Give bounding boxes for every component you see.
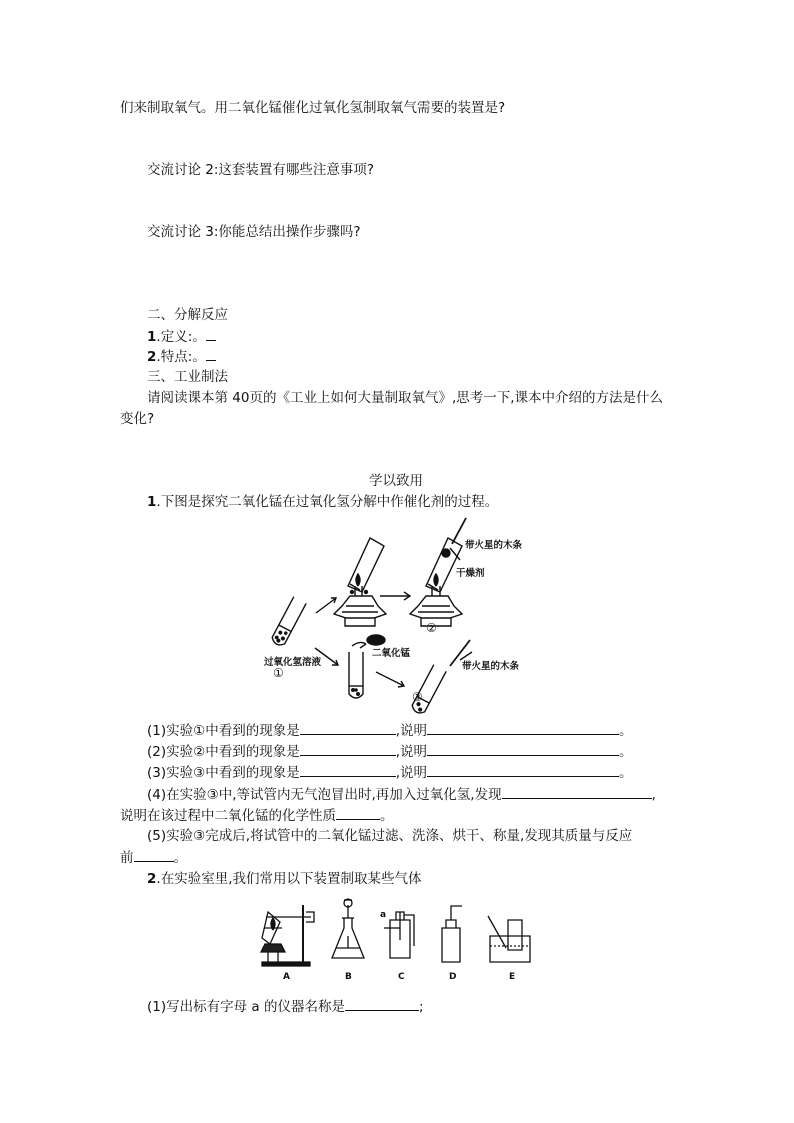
q1-part4-comma: , <box>651 787 656 803</box>
q1-part3-end: 。 <box>619 765 633 781</box>
q1-part3-mid: ,说明 <box>395 765 428 781</box>
q1-part5-text2: 前 <box>120 850 134 866</box>
q2-number: 2 <box>147 871 157 887</box>
q1-number: 1 <box>147 494 157 510</box>
definition-end: 。 <box>192 329 206 345</box>
label-exp3: ③ <box>412 690 423 704</box>
q1-part4-end: 。 <box>380 808 394 824</box>
q2-part1-blank[interactable] <box>345 996 419 1011</box>
apply-title: 学以致用 <box>369 473 423 489</box>
label-h2o2: 过氧化氢溶液 <box>264 657 322 668</box>
label-splint-bottom: 带火星的木条 <box>462 661 520 672</box>
definition-number: 1 <box>147 329 157 345</box>
q1-part5-end: 。 <box>173 850 187 866</box>
q1-part2-end: 。 <box>619 744 633 760</box>
section2-heading: 二、分解反应 <box>147 307 228 323</box>
q1-part1-end: 。 <box>619 723 633 739</box>
q2-part1-text: (1)写出标有字母 a 的仪器名称是 <box>147 999 345 1015</box>
label-E: E <box>509 972 516 982</box>
label-exp1: ① <box>273 666 284 680</box>
label-A: A <box>283 972 290 982</box>
section3-para-line1: 请阅读课本第 40页的《工业上如何大量制取氧气》,思考一下,课本中介绍的方法是什么 <box>147 390 664 406</box>
label-D: D <box>449 972 457 982</box>
label-a: a <box>380 910 387 920</box>
q1-stem-text: .下图是探究二氧化锰在过氧化氢分解中作催化剂的过程。 <box>156 494 499 510</box>
q1-part4-text: (4)在实验③中,等试管内无气泡冒出时,再加入过氧化氢,发现 <box>147 787 502 803</box>
feature-label: .特点: <box>156 349 193 365</box>
q1-part2-mid: ,说明 <box>395 744 428 760</box>
feature-end: 。 <box>192 349 206 365</box>
label-exp2: ② <box>426 621 437 635</box>
discussion-2: 交流讨论 2:这套装置有哪些注意事项? <box>147 162 375 178</box>
label-mno2: 二氧化锰 <box>372 648 411 659</box>
section3-para-line2: 变化? <box>120 411 155 427</box>
q1-part1-mid: ,说明 <box>395 723 428 739</box>
q1-part3-text: (3)实验③中看到的现象是 <box>147 765 300 781</box>
q1-part5-line1: (5)实验③完成后,将试管中的二氧化锰过滤、洗涤、烘干、称量,发现其质量与反应 <box>147 828 633 844</box>
definition-label: .定义: <box>156 329 193 345</box>
intro-line: 们来制取氧气。用二氧化锰催化过氧化氢制取氧气需要的装置是? <box>120 100 506 116</box>
q2-stem-text: .在实验室里,我们常用以下装置制取某些气体 <box>156 871 422 887</box>
section3-heading: 三、工业制法 <box>147 369 228 385</box>
q2-part1 <box>147 996 424 1017</box>
q1-part1-text: (1)实验①中看到的现象是 <box>147 723 300 739</box>
label-C: C <box>398 972 405 982</box>
feature-number: 2 <box>147 349 157 365</box>
discussion-3: 交流讨论 3:你能总结出操作步骤吗? <box>147 224 361 240</box>
label-desiccant: 干燥剂 <box>456 568 485 579</box>
q1-part4-text2: 说明在该过程中二氧化锰的化学性质 <box>120 808 336 824</box>
label-splint-top: 带火星的木条 <box>465 540 523 551</box>
label-B: B <box>345 972 352 982</box>
q2-part1-end: ; <box>418 999 424 1015</box>
q1-part2-text: (2)实验②中看到的现象是 <box>147 744 300 760</box>
